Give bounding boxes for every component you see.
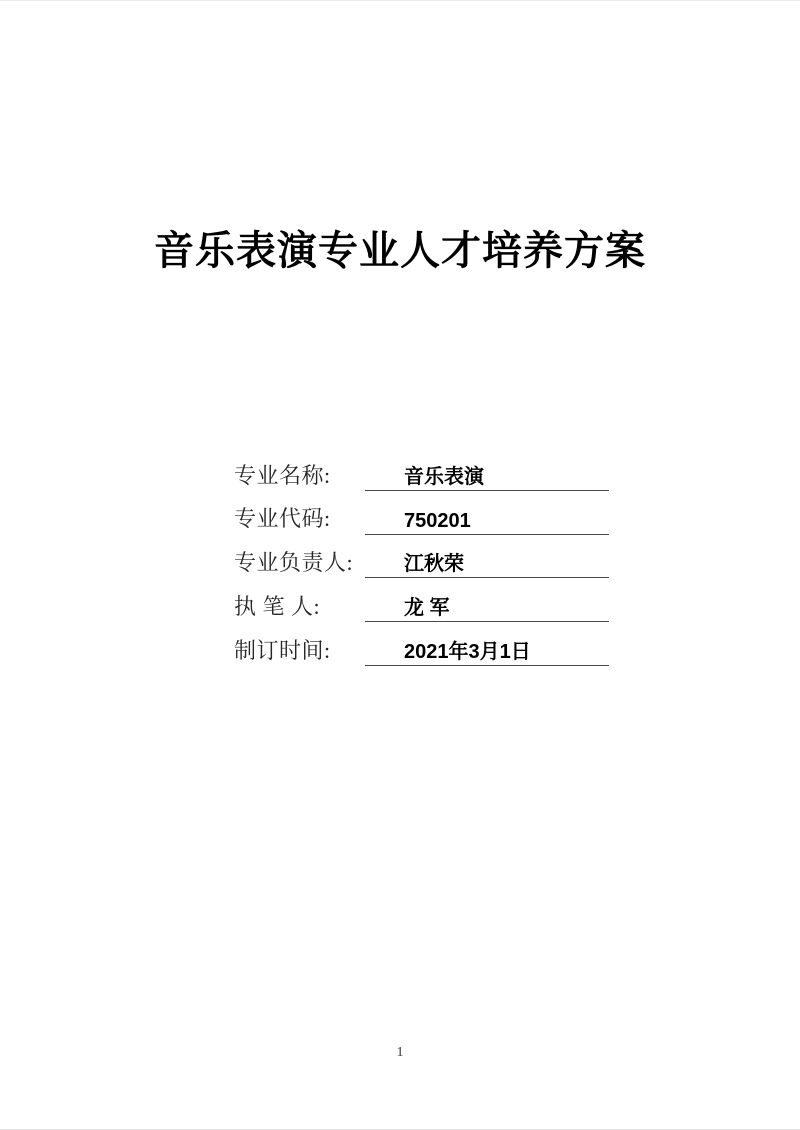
document-title: 音乐表演专业人才培养方案 [154, 229, 646, 273]
form-row-author [234, 578, 614, 622]
field-label-major-leader: 专业负责人: [234, 550, 354, 576]
field-value-author: 龙 军 [365, 597, 609, 622]
field-value-date: 2021年3月1日 [365, 641, 609, 666]
form-row-major-code [234, 491, 614, 535]
field-value-major-name: 音乐表演 [365, 466, 609, 491]
page-number: 1 [396, 1045, 404, 1060]
field-label-major-name: 专业名称: [234, 462, 331, 488]
field-label-major-code: 专业代码: [234, 506, 331, 532]
field-value-major-code: 750201 [365, 510, 609, 535]
form-row-major-name [234, 447, 614, 491]
field-value-major-leader: 江秋荣 [365, 553, 609, 578]
field-label-author: 执 笔 人: [234, 594, 321, 619]
form-row-date [234, 622, 614, 666]
cover-form [234, 447, 614, 666]
field-label-date: 制订时间: [234, 637, 331, 663]
form-row-major-leader [234, 535, 614, 579]
